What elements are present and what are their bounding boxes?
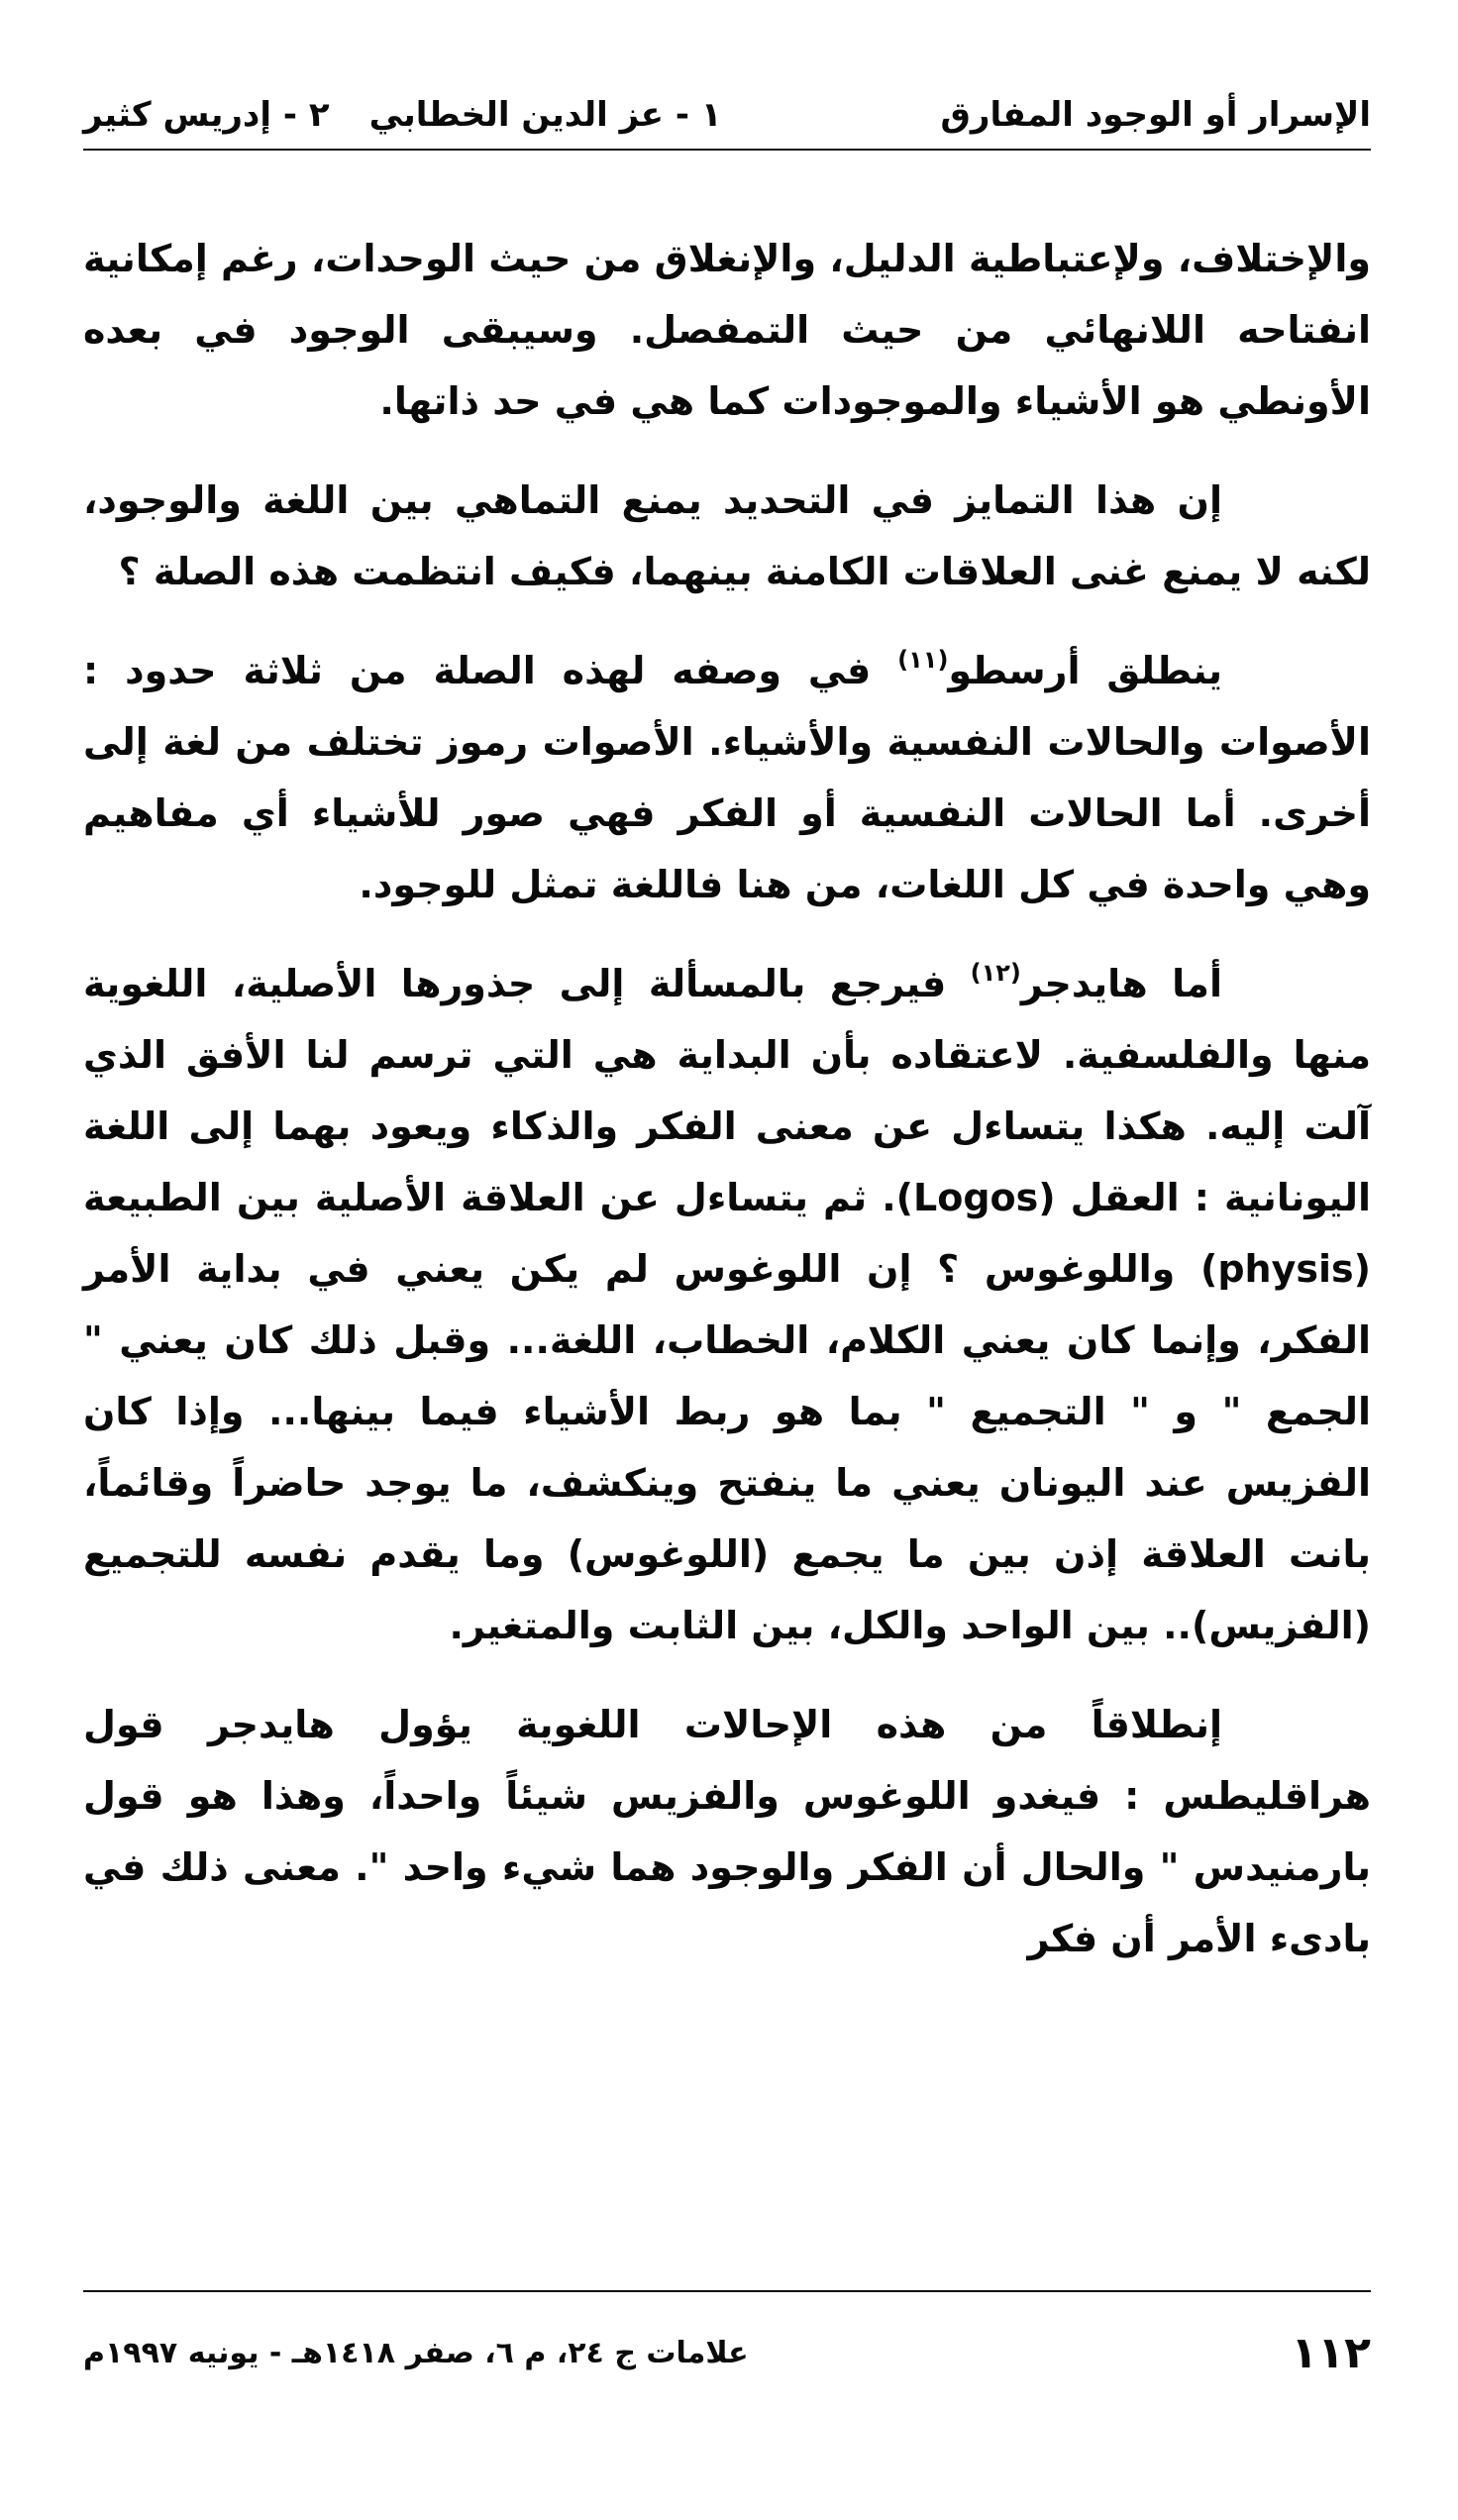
body-text [83,223,1371,2002]
paragraph-4-rest: فيرجع بالمسألة إلى جذورها الأصلية، اللغوية منها والفلسفية. لاعتقاده بأن البداية هي التي ترسم لنا الأفق الذي آلت إليه. هكذا يتساءل عن معنى الفكر والذكاء ويعود بهما إلى اللغة اليونانية : العقل (Logos). ثم يتساءل عن العلاقة الأصلية بين الطبيعة (physis) واللوغوس ؟ إن اللوغوس لم يكن يعني في بداية الأمر الفكر، وإنما كان يعني الكلام، الخطاب، اللغة... وقبل ذلك كان يعني " الجمع " و " التجميع " بما هو ربط الأشياء فيما بينها... وإذا كان الفزيس عند اليونان يعني ما ينفتح وينكشف، ما يوجد حاضراً وقائماً، بانت العلاقة إذن بين ما يجمع (اللوغوس) وما يقدم نفسه للتجميع (الفزيس).. بين الواحد والكل، بين الثابت والمتغير. [83,962,1371,1647]
paragraph-5: إنطلاقاً من هذه الإحالات اللغوية يؤول هايدجر قول هراقليطس : فيغدو اللوغوس والفزيس شيئاً واحداً، وهذا هو قول بارمنيدس " والحال أن الفكر والوجود هما شيء واحد ". معنى ذلك في بادىء الأمر أن فكر [83,1703,1371,1960]
paragraph-3-rest: في وصفه لهذه الصلة من ثلاثة حدود : الأصوات والحالات النفسية والأشياء. الأصوات رموز تختلف من لغة إلى أخرى. أما الحالات النفسية أو الفكر فهي صور للأشياء أي مفاهيم وهي واحدة في كل اللغات، من هنا فاللغة تمثل للوجود. [83,649,1371,906]
journal-info: علامات ج ٢٤، م ٦، صفر ١٤١٨هـ - يونيه ١٩٩٧م [83,2335,749,2370]
footer-rule [83,2290,1371,2292]
page-number: ١١٢ [1291,2327,1371,2378]
book-title: الإسرار أو الوجود المفارق [940,95,1371,135]
paragraph-1: والإختلاف، ولإعتباطية الدليل، والإنغلاق من حيث الوحدات، رغم إمكانية انفتاحه اللانهائي من حيث التمفصل. وسيبقى الوجود في بعده الأونطي هو الأشياء والموجودات كما هي في حد ذاتها. [83,237,1371,423]
paragraph-3-start: ينطلق أرسطو [948,649,1222,692]
paragraph-2: إن هذا التمايز في التحديد يمنع التماهي بين اللغة والوجود، لكنه لا يمنع غنى العلاقات الكامنة بينهما، فكيف انتظمت هذه الصلة ؟ [83,478,1371,593]
running-header [83,85,1371,145]
paragraph-3 [83,635,1371,920]
page-footer [83,2318,1371,2387]
author-1: ١ - عز الدين الخطابي [368,95,722,135]
paragraph-4 [83,948,1371,1661]
header-rule [83,149,1371,151]
footnote-ref-11: (١١) [897,646,949,674]
paragraph-4-start: أما هايدجر [1020,962,1222,1005]
footnote-ref-12: (١٢) [970,959,1021,987]
author-2: ٢ - إدريس كثير [83,95,330,135]
authors [83,95,722,135]
